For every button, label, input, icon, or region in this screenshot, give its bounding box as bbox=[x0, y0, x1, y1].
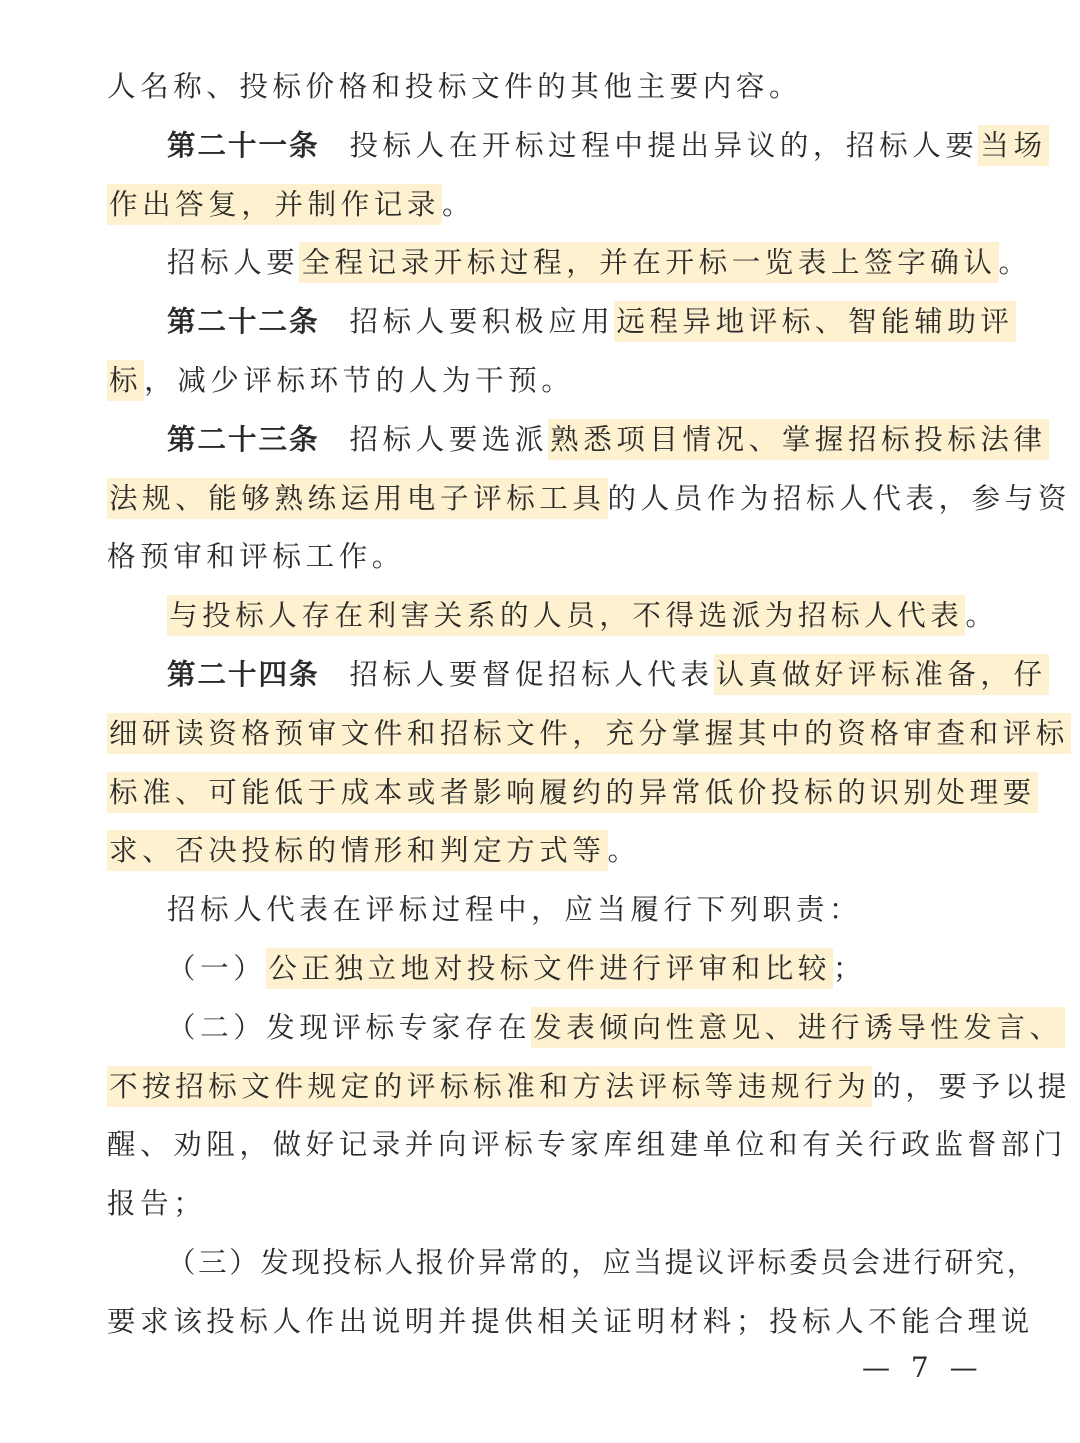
text-line bbox=[107, 1058, 1071, 1117]
article-label: 第二十四条 bbox=[167, 657, 320, 691]
list-item bbox=[107, 999, 1063, 1058]
line-text: 。 bbox=[607, 834, 641, 868]
article-label: 第二十一条 bbox=[167, 128, 320, 162]
line-text: ，减少评标环节的人为干预。 bbox=[144, 363, 575, 397]
article-24-line-1 bbox=[107, 646, 1047, 705]
line-text: 。 bbox=[442, 187, 476, 221]
line-text: 的，要予以提 bbox=[872, 1069, 1071, 1103]
text-line bbox=[107, 1116, 1067, 1175]
highlighted-text: 求、否决投标的情形和判定方式等 bbox=[107, 830, 608, 871]
text-line bbox=[107, 234, 1032, 293]
text-line bbox=[107, 1293, 1034, 1352]
article-21-line-1 bbox=[107, 117, 1047, 176]
highlighted-text: 标 bbox=[107, 360, 144, 401]
article-label: 第二十二条 bbox=[167, 305, 320, 339]
line-text: （二）发现评标专家存在 bbox=[167, 1010, 532, 1044]
text-line bbox=[107, 587, 999, 646]
line-text: 人名称、投标价格和投标文件的其他主要内容。 bbox=[107, 70, 803, 103]
line-text: 醒、劝阻，做好记录并向评标专家库组建单位和有关行政监督部门 bbox=[107, 1128, 1067, 1162]
line-text: （三）发现投标人报价异常的，应当提议评标委员会进行研究， bbox=[167, 1245, 1038, 1279]
article-21-line-2 bbox=[107, 176, 973, 235]
line-text: 。 bbox=[998, 246, 1032, 280]
article-label: 第二十三条 bbox=[167, 422, 320, 456]
highlighted-text: 作出答复，并制作记录 bbox=[107, 184, 442, 225]
article-22-line-1 bbox=[107, 293, 1014, 352]
list-item bbox=[107, 940, 973, 999]
highlighted-text: 全程记录开标过程，并在开标一览表上签字确认 bbox=[299, 242, 998, 283]
line-text: 投标人在开标过程中提出异议的，招标人要 bbox=[349, 128, 979, 162]
page-number: — 7 — bbox=[862, 1351, 984, 1384]
highlighted-text: 发表倾向性意见、进行诱导性发言、 bbox=[531, 1007, 1065, 1048]
line-text: 招标人代表在评标过程中，应当履行下列职责： bbox=[167, 893, 863, 927]
line-text: 格预审和评标工作。 bbox=[107, 540, 405, 574]
line-text: 招标人要 bbox=[167, 246, 300, 280]
article-23-line-1 bbox=[107, 411, 1047, 470]
highlighted-text: 与投标人存在利害关系的人员，不得选派为招标人代表 bbox=[167, 595, 965, 636]
line-text: 。 bbox=[965, 599, 999, 633]
highlighted-text: 公正独立地对投标文件进行评审和比较 bbox=[266, 948, 833, 989]
line-text: 招标人要选派 bbox=[349, 422, 549, 456]
highlighted-text: 认真做好评标准备，仔 bbox=[714, 654, 1049, 695]
text-line bbox=[107, 1175, 973, 1234]
article-23-line-3 bbox=[107, 528, 973, 587]
line-text: 要求该投标人作出说明并提供相关证明材料；投标人不能合理说 bbox=[107, 1304, 1034, 1338]
document-page bbox=[107, 58, 1071, 1352]
highlighted-text: 细研读资格预审文件和招标文件，充分掌握其中的资格审查和评标 bbox=[107, 713, 1071, 754]
article-23-line-2 bbox=[107, 470, 1071, 529]
text-line bbox=[107, 58, 973, 117]
line-text: 招标人要督促招标人代表 bbox=[349, 657, 714, 691]
line-text: 招标人要积极应用 bbox=[349, 305, 615, 339]
article-24-line-2 bbox=[107, 705, 1069, 764]
highlighted-text: 当场 bbox=[978, 125, 1048, 166]
article-24-line-4 bbox=[107, 822, 973, 881]
text-line bbox=[107, 881, 973, 940]
highlighted-text: 不按招标文件规定的评标标准和方法评标等违规行为 bbox=[107, 1066, 872, 1107]
line-text: 的人员作为招标人代表，参与资 bbox=[607, 481, 1071, 515]
highlighted-text: 标准、可能低于成本或者影响履约的异常低价投标的识别处理要 bbox=[107, 772, 1038, 813]
article-22-line-2 bbox=[107, 352, 973, 411]
line-text: （一） bbox=[167, 951, 267, 985]
list-item bbox=[107, 1234, 1038, 1293]
highlighted-text: 熟悉项目情况、掌握招标投标法律 bbox=[548, 419, 1049, 460]
line-text: 报告； bbox=[107, 1187, 207, 1221]
article-24-line-3 bbox=[107, 764, 1036, 823]
line-text: ； bbox=[833, 951, 867, 985]
highlighted-text: 远程异地评标、智能辅助评 bbox=[614, 301, 1015, 342]
highlighted-text: 法规、能够熟练运用电子评标工具 bbox=[107, 478, 608, 519]
